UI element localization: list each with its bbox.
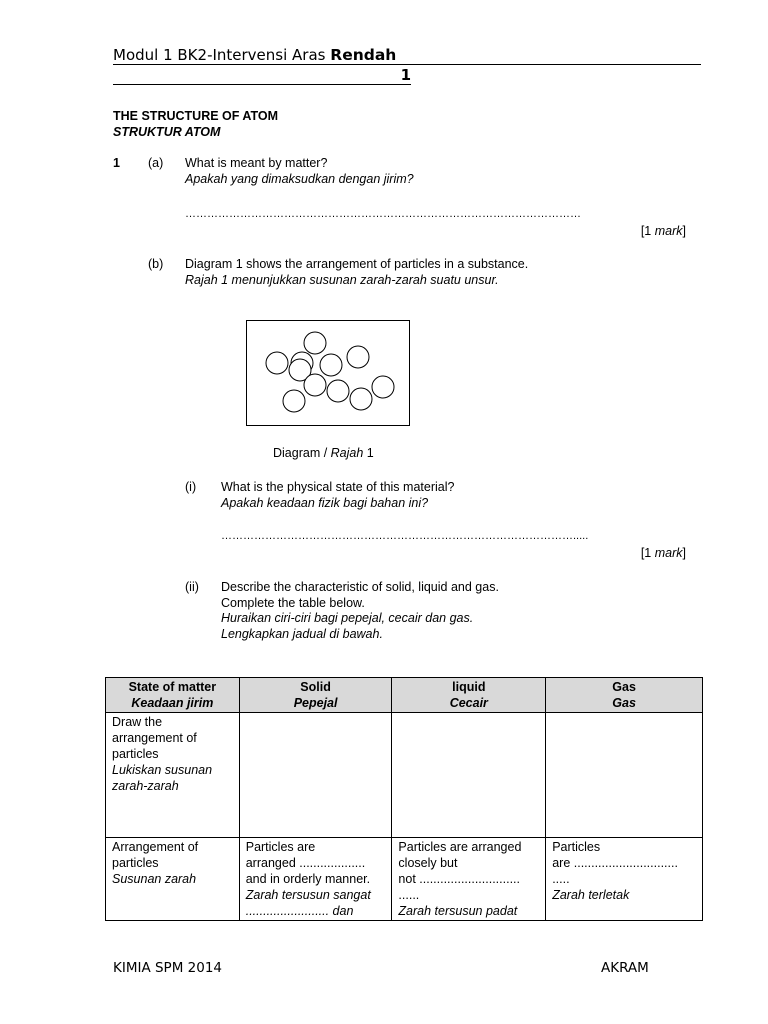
part-a-mark <box>560 224 686 238</box>
cell-text: ........................ dan <box>245 904 354 918</box>
particle <box>347 346 369 368</box>
particle <box>283 390 305 412</box>
cell-text: closely but <box>398 856 458 870</box>
part-a-question-ms: Apakah yang dimaksudkan dengan jirim? <box>185 171 414 186</box>
row-label-ms: Lukiskan susunan zarah-zarah <box>112 763 213 793</box>
row-label-arrangement <box>106 838 240 921</box>
sub-i-question <box>221 480 454 511</box>
table-row-draw <box>106 713 703 838</box>
module-title <box>113 47 701 65</box>
header-liquid <box>392 678 546 713</box>
cell-text: Zarah tersusun sangat <box>245 888 371 902</box>
header-ms: Keadaan jirim <box>131 696 214 710</box>
table-row-arrangement <box>106 838 703 921</box>
part-a-label: (a) <box>148 156 164 170</box>
cell-liquid-drawing[interactable] <box>392 713 546 838</box>
cell-solid-arrangement[interactable] <box>239 838 392 921</box>
mark-suffix: ] <box>682 546 686 560</box>
cell-text: Particles <box>552 840 601 854</box>
sub-ii-question <box>221 580 499 642</box>
section-title-en: THE STRUCTURE OF ATOM <box>113 109 279 123</box>
part-b-question-en: Diagram 1 shows the arrangement of particles in a substance. <box>185 257 529 271</box>
sub-ii-question-ms-2: Lengkapkan jadual di bawah. <box>221 626 383 641</box>
cell-text: Zarah tersusun padat <box>398 904 518 918</box>
cell-text: are .............................. <box>552 856 678 870</box>
header-en: Solid <box>300 680 331 694</box>
header-state-of-matter <box>106 678 240 713</box>
particle <box>372 376 394 398</box>
mark-prefix: [1 <box>640 224 655 238</box>
mark-word: mark <box>654 224 683 238</box>
module-title-level: Rendah <box>330 46 397 64</box>
particle <box>320 354 342 376</box>
page-header <box>113 46 701 84</box>
page-number: 1 <box>113 67 411 85</box>
footer-right: AKRAM <box>601 960 649 976</box>
question-number: 1 <box>113 156 120 170</box>
section-title-ms: STRUKTUR ATOM <box>113 125 221 139</box>
cell-text: ..... <box>552 872 570 886</box>
sub-i-question-en: What is the physical state of this material? <box>221 480 455 494</box>
cell-liquid-arrangement[interactable] <box>392 838 546 921</box>
sub-ii-question-ms-1: Huraikan ciri-ciri bagi pepejal, cecair dan gas. <box>221 611 474 625</box>
part-a-question-en: What is meant by matter? <box>185 156 328 170</box>
mark-prefix: [1 <box>640 546 655 560</box>
part-b-label: (b) <box>148 257 164 271</box>
sub-i-label: (i) <box>185 480 197 494</box>
cell-text: Particles are <box>245 840 316 854</box>
row-label-en: Arrangement of particles <box>112 840 199 870</box>
row-label-ms: Susunan zarah <box>112 872 197 886</box>
table-header-row <box>106 678 703 713</box>
part-a-question <box>185 156 414 187</box>
particle <box>350 388 372 410</box>
particle <box>327 380 349 402</box>
diagram-caption <box>273 446 374 460</box>
sub-i-question-ms: Apakah keadaan fizik bagi bahan ini? <box>221 495 429 510</box>
states-of-matter-table <box>105 677 703 921</box>
mark-word: mark <box>654 546 683 560</box>
cell-text: not ............................. <box>398 872 520 886</box>
cell-gas-arrangement[interactable] <box>546 838 703 921</box>
cell-text: Particles are arranged <box>398 840 522 854</box>
row-label-en: Draw the arrangement of particles <box>112 715 197 761</box>
diagram-caption-en: Diagram / <box>273 446 331 460</box>
mark-suffix: ] <box>682 224 686 238</box>
cell-text: and in orderly manner. <box>245 872 371 886</box>
header-solid <box>239 678 392 713</box>
particle <box>266 352 288 374</box>
sub-i-answer-line[interactable]: ……………………………………………………………………………………..... <box>221 530 589 542</box>
cell-solid-drawing[interactable] <box>239 713 392 838</box>
part-b-question <box>185 257 528 288</box>
cell-text: ...... <box>398 888 420 902</box>
part-b-question-ms: Rajah 1 menunjukkan susunan zarah-zarah suatu unsur. <box>185 272 499 287</box>
sub-ii-question-en-2: Complete the table below. <box>221 595 365 610</box>
cell-text: Zarah terletak <box>552 888 630 902</box>
header-ms: Cecair <box>449 696 488 710</box>
diagram-caption-number: 1 <box>363 446 374 460</box>
diagram-1 <box>246 320 410 426</box>
part-a-answer-line[interactable]: ……………………………………………………………………………………………… <box>185 208 581 220</box>
particle <box>304 332 326 354</box>
particle-arrangement-figure <box>247 321 409 425</box>
header-en: liquid <box>452 680 486 694</box>
header-en: Gas <box>612 680 636 694</box>
header-gas <box>546 678 703 713</box>
footer-left: KIMIA SPM 2014 <box>113 960 222 976</box>
cell-text: arranged ................... <box>245 856 366 870</box>
sub-ii-question-en-1: Describe the characteristic of solid, liquid and gas. <box>221 580 499 594</box>
header-ms: Pepejal <box>293 696 338 710</box>
particle <box>304 374 326 396</box>
header-en: State of matter <box>128 680 217 694</box>
sub-i-mark <box>560 546 686 560</box>
diagram-caption-ms: Rajah <box>330 446 364 460</box>
row-label-draw <box>106 713 240 838</box>
section-title <box>113 108 278 140</box>
cell-gas-drawing[interactable] <box>546 713 703 838</box>
sub-ii-label: (ii) <box>185 580 199 594</box>
module-title-prefix: Modul 1 BK2-Intervensi Aras <box>113 46 331 64</box>
header-ms: Gas <box>612 696 636 710</box>
